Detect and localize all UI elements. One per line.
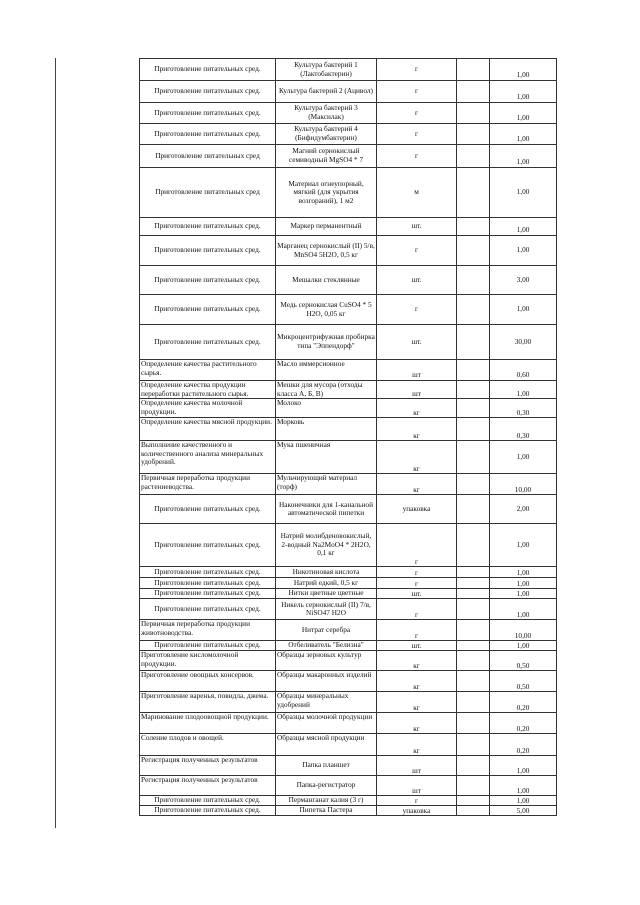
cell-empty (457, 524, 490, 567)
cell-purpose: Приготовление питательных сред. (140, 578, 276, 589)
cell-unit: упаковка (377, 495, 457, 524)
cell-empty (457, 124, 490, 145)
cell-empty (457, 381, 490, 399)
cell-purpose: Приготовление питательных сред. (140, 295, 276, 325)
table-row (140, 59, 557, 81)
cell-quantity: 2,00 (490, 495, 557, 524)
cell-item: Никель сернокислый (II) 7/в, NiSO47 H2O (276, 599, 377, 620)
cell-unit: г (377, 620, 457, 641)
cell-unit: г (377, 59, 457, 81)
cell-empty (457, 651, 490, 671)
cell-item: Материал огнеупорный, мягкий (для укрытия возгораний), 1 м2 (276, 168, 377, 218)
cell-item: Образцы зерновых культур (276, 651, 377, 671)
cell-empty (457, 589, 490, 599)
cell-item: Магний сернокислый семиводный MgSO4 * 7 (276, 145, 377, 168)
cell-item: Перманганат калия (3 г) (276, 796, 377, 806)
table-row (140, 168, 557, 218)
cell-purpose: Приготовление питательных сред. (140, 218, 276, 236)
cell-purpose: Приготовление питательных сред. (140, 495, 276, 524)
cell-purpose: Маринование плодоовощной продукции. (140, 713, 276, 734)
cell-unit: шт. (377, 641, 457, 651)
cell-unit: г (377, 599, 457, 620)
table-row (140, 651, 557, 671)
cell-empty (457, 578, 490, 589)
cell-quantity: 1,00 (490, 441, 557, 474)
cell-empty (457, 266, 490, 295)
table-row (140, 81, 557, 103)
cell-quantity: 1,00 (490, 218, 557, 236)
table-row (140, 295, 557, 325)
cell-purpose: Соление плодов и овощей. (140, 734, 276, 756)
page-margin-line (55, 58, 56, 828)
cell-empty (457, 325, 490, 360)
cell-unit: г (377, 124, 457, 145)
cell-unit: г (377, 81, 457, 103)
cell-empty (457, 103, 490, 124)
cell-quantity: 1,00 (490, 567, 557, 578)
cell-purpose: Приготовление питательных сред. (140, 103, 276, 124)
cell-quantity: 1,00 (490, 124, 557, 145)
cell-quantity: 1,00 (490, 81, 557, 103)
cell-item: Микроцентрифужная пробирка типа "Эппендорф" (276, 325, 377, 360)
cell-purpose: Приготовление питательных сред. (140, 266, 276, 295)
cell-quantity: 1,00 (490, 796, 557, 806)
table-row (140, 103, 557, 124)
cell-unit: шт. (377, 589, 457, 599)
table-row (140, 495, 557, 524)
cell-unit: г (377, 524, 457, 567)
cell-unit: кг (377, 418, 457, 441)
table-row (140, 567, 557, 578)
table-row (140, 474, 557, 495)
cell-unit: кг (377, 734, 457, 756)
cell-quantity: 1,00 (490, 236, 557, 266)
table-row (140, 589, 557, 599)
cell-purpose: Приготовление питательных сред. (140, 641, 276, 651)
cell-item: Натрий едкий, 0,5 кг (276, 578, 377, 589)
cell-item: Наконечники для 1-канальной автоматической пипетки (276, 495, 377, 524)
cell-purpose: Приготовление питательных сред. (140, 81, 276, 103)
cell-unit: кг (377, 474, 457, 495)
supplies-table (139, 58, 557, 816)
cell-empty (457, 399, 490, 418)
cell-purpose: Регистрация полученных результатов (140, 756, 276, 776)
cell-unit: м (377, 168, 457, 218)
cell-unit: г (377, 145, 457, 168)
cell-purpose: Первичная переработка продукции животноводства. (140, 620, 276, 641)
cell-purpose: Приготовление питательных сред. (140, 796, 276, 806)
table-row (140, 266, 557, 295)
cell-empty (457, 671, 490, 692)
cell-quantity: 1,00 (490, 589, 557, 599)
cell-purpose: Выполнение качественного и количественного анализа минеральных удобрений. (140, 441, 276, 474)
cell-item: Культура бактерий 4 (Бифидумбактерин) (276, 124, 377, 145)
cell-item: Никотиновая кислота (276, 567, 377, 578)
cell-quantity: 10,00 (490, 620, 557, 641)
cell-empty (457, 692, 490, 713)
cell-purpose: Приготовление питательных сред. (140, 589, 276, 599)
cell-purpose: Приготовление питательных сред. (140, 524, 276, 567)
cell-purpose: Приготовление питательных сред. (140, 806, 276, 816)
cell-unit: шт (377, 776, 457, 796)
table-row (140, 776, 557, 796)
cell-item: Образцы макаронных изделий (276, 671, 377, 692)
table-row (140, 671, 557, 692)
cell-quantity: 0,30 (490, 418, 557, 441)
cell-purpose: Приготовление питательных сред. (140, 599, 276, 620)
cell-empty (457, 236, 490, 266)
cell-empty (457, 441, 490, 474)
cell-quantity: 1,00 (490, 756, 557, 776)
cell-item: Образцы мясной продукции (276, 734, 377, 756)
table-row (140, 236, 557, 266)
cell-empty (457, 734, 490, 756)
cell-purpose: Определение качества мясной продукции. (140, 418, 276, 441)
table-row (140, 796, 557, 806)
cell-empty (457, 360, 490, 381)
cell-quantity: 0,50 (490, 651, 557, 671)
cell-purpose: Приготовление питательных сред. (140, 236, 276, 266)
cell-item: Отбеливатель "Белизна" (276, 641, 377, 651)
cell-item: Папка-регистратор (276, 776, 377, 796)
cell-unit: г (377, 103, 457, 124)
cell-purpose: Приготовление питательных сред (140, 145, 276, 168)
table-row (140, 806, 557, 816)
cell-purpose: Определение качества продукции переработки растительного сырья. (140, 381, 276, 399)
cell-purpose: Определение качества молочной продукции. (140, 399, 276, 418)
cell-unit: кг (377, 692, 457, 713)
cell-quantity: 0,50 (490, 671, 557, 692)
cell-empty (457, 295, 490, 325)
cell-quantity: 0,60 (490, 360, 557, 381)
cell-unit: шт. (377, 218, 457, 236)
supplies-table-body (140, 59, 557, 816)
cell-purpose: Регистрация полученных результатов (140, 776, 276, 796)
table-row (140, 325, 557, 360)
table-row (140, 124, 557, 145)
cell-empty (457, 806, 490, 816)
cell-item: Морковь (276, 418, 377, 441)
cell-unit: г (377, 295, 457, 325)
cell-empty (457, 145, 490, 168)
cell-unit: кг (377, 713, 457, 734)
cell-empty (457, 168, 490, 218)
cell-quantity: 30,00 (490, 325, 557, 360)
cell-quantity: 10,00 (490, 474, 557, 495)
table-row (140, 692, 557, 713)
table-row (140, 524, 557, 567)
cell-empty (457, 218, 490, 236)
table-row (140, 418, 557, 441)
cell-empty (457, 495, 490, 524)
cell-unit: кг (377, 399, 457, 418)
cell-item: Марганец сернокислый (II) 5/в, MnSO4 5H2O, 0,5 кг (276, 236, 377, 266)
cell-quantity: 1,00 (490, 59, 557, 81)
table-row (140, 360, 557, 381)
table-row (140, 599, 557, 620)
cell-item: Медь сернокислая CuSO4 * 5 H2O, 0,05 кг (276, 295, 377, 325)
cell-purpose: Приготовление кисломолочной продукции. (140, 651, 276, 671)
cell-empty (457, 756, 490, 776)
cell-unit: шт (377, 756, 457, 776)
cell-item: Нитки цветные цветные (276, 589, 377, 599)
table-row (140, 756, 557, 776)
cell-purpose: Приготовление овощных консервов. (140, 671, 276, 692)
cell-unit: шт (377, 381, 457, 399)
cell-unit: шт. (377, 266, 457, 295)
cell-item: Культура бактерий 1 (Лактобактерин) (276, 59, 377, 81)
cell-quantity: 1,00 (490, 641, 557, 651)
table-row (140, 578, 557, 589)
cell-unit: г (377, 567, 457, 578)
cell-item: Образцы минеральных удобрений (276, 692, 377, 713)
cell-item: Мешалки стеклянные (276, 266, 377, 295)
cell-quantity: 3,00 (490, 266, 557, 295)
cell-quantity: 1,00 (490, 168, 557, 218)
cell-empty (457, 474, 490, 495)
cell-item: Мука пшеничная (276, 441, 377, 474)
cell-purpose: Первичная переработка продукции растениеводства. (140, 474, 276, 495)
cell-item: Масло иммерсионное (276, 360, 377, 381)
cell-item: Образцы молочной продукции (276, 713, 377, 734)
cell-quantity: 1,00 (490, 599, 557, 620)
table-row (140, 620, 557, 641)
cell-purpose: Приготовление варенья, повидла, джема. (140, 692, 276, 713)
cell-purpose: Приготовление питательных сред. (140, 124, 276, 145)
cell-purpose: Приготовление питательных сред. (140, 59, 276, 81)
cell-unit: г (377, 796, 457, 806)
cell-unit: шт. (377, 325, 457, 360)
cell-quantity: 1,00 (490, 295, 557, 325)
cell-quantity: 1,00 (490, 145, 557, 168)
cell-unit: кг (377, 671, 457, 692)
cell-item: Пипетка Пастера (276, 806, 377, 816)
cell-empty (457, 641, 490, 651)
cell-quantity: 1,00 (490, 776, 557, 796)
cell-empty (457, 81, 490, 103)
cell-purpose: Приготовление питательных сред. (140, 325, 276, 360)
cell-quantity: 1,00 (490, 103, 557, 124)
table-row (140, 218, 557, 236)
cell-empty (457, 59, 490, 81)
cell-empty (457, 776, 490, 796)
cell-unit: шт (377, 360, 457, 381)
table-row (140, 734, 557, 756)
cell-unit: г (377, 236, 457, 266)
cell-empty (457, 418, 490, 441)
cell-empty (457, 796, 490, 806)
cell-empty (457, 620, 490, 641)
cell-item: Папка планшет (276, 756, 377, 776)
cell-purpose: Приготовление питательных сред. (140, 567, 276, 578)
cell-item: Мульчирующий материал (торф) (276, 474, 377, 495)
cell-quantity: 0,20 (490, 692, 557, 713)
cell-quantity: 1,00 (490, 381, 557, 399)
cell-item: Культура бактерий 3 (Максилак) (276, 103, 377, 124)
cell-item: Маркер перманентный (276, 218, 377, 236)
cell-item: Нитрат серебра (276, 620, 377, 641)
table-row (140, 441, 557, 474)
cell-unit: упаковка (377, 806, 457, 816)
cell-purpose: Приготовление питательных сред (140, 168, 276, 218)
table-row (140, 381, 557, 399)
cell-empty (457, 713, 490, 734)
cell-purpose: Определение качества растительного сырья. (140, 360, 276, 381)
cell-quantity: 0,20 (490, 734, 557, 756)
cell-quantity: 1,00 (490, 578, 557, 589)
table-row (140, 641, 557, 651)
cell-empty (457, 599, 490, 620)
table-row (140, 713, 557, 734)
cell-quantity: 1,00 (490, 524, 557, 567)
cell-item: Мешки для мусора (отходы класса А, Б, В) (276, 381, 377, 399)
cell-unit: г (377, 578, 457, 589)
cell-unit: кг (377, 651, 457, 671)
cell-item: Натрий молибденовокислый, 2-водный Na2MoO4 * 2H2O, 0,1 кг (276, 524, 377, 567)
table-row (140, 145, 557, 168)
cell-quantity: 0,20 (490, 713, 557, 734)
cell-quantity: 0,30 (490, 399, 557, 418)
cell-item: Молоко (276, 399, 377, 418)
cell-quantity: 5,00 (490, 806, 557, 816)
cell-unit: кг (377, 441, 457, 474)
table-row (140, 399, 557, 418)
cell-empty (457, 567, 490, 578)
cell-item: Культура бактерий 2 (Ацивол) (276, 81, 377, 103)
